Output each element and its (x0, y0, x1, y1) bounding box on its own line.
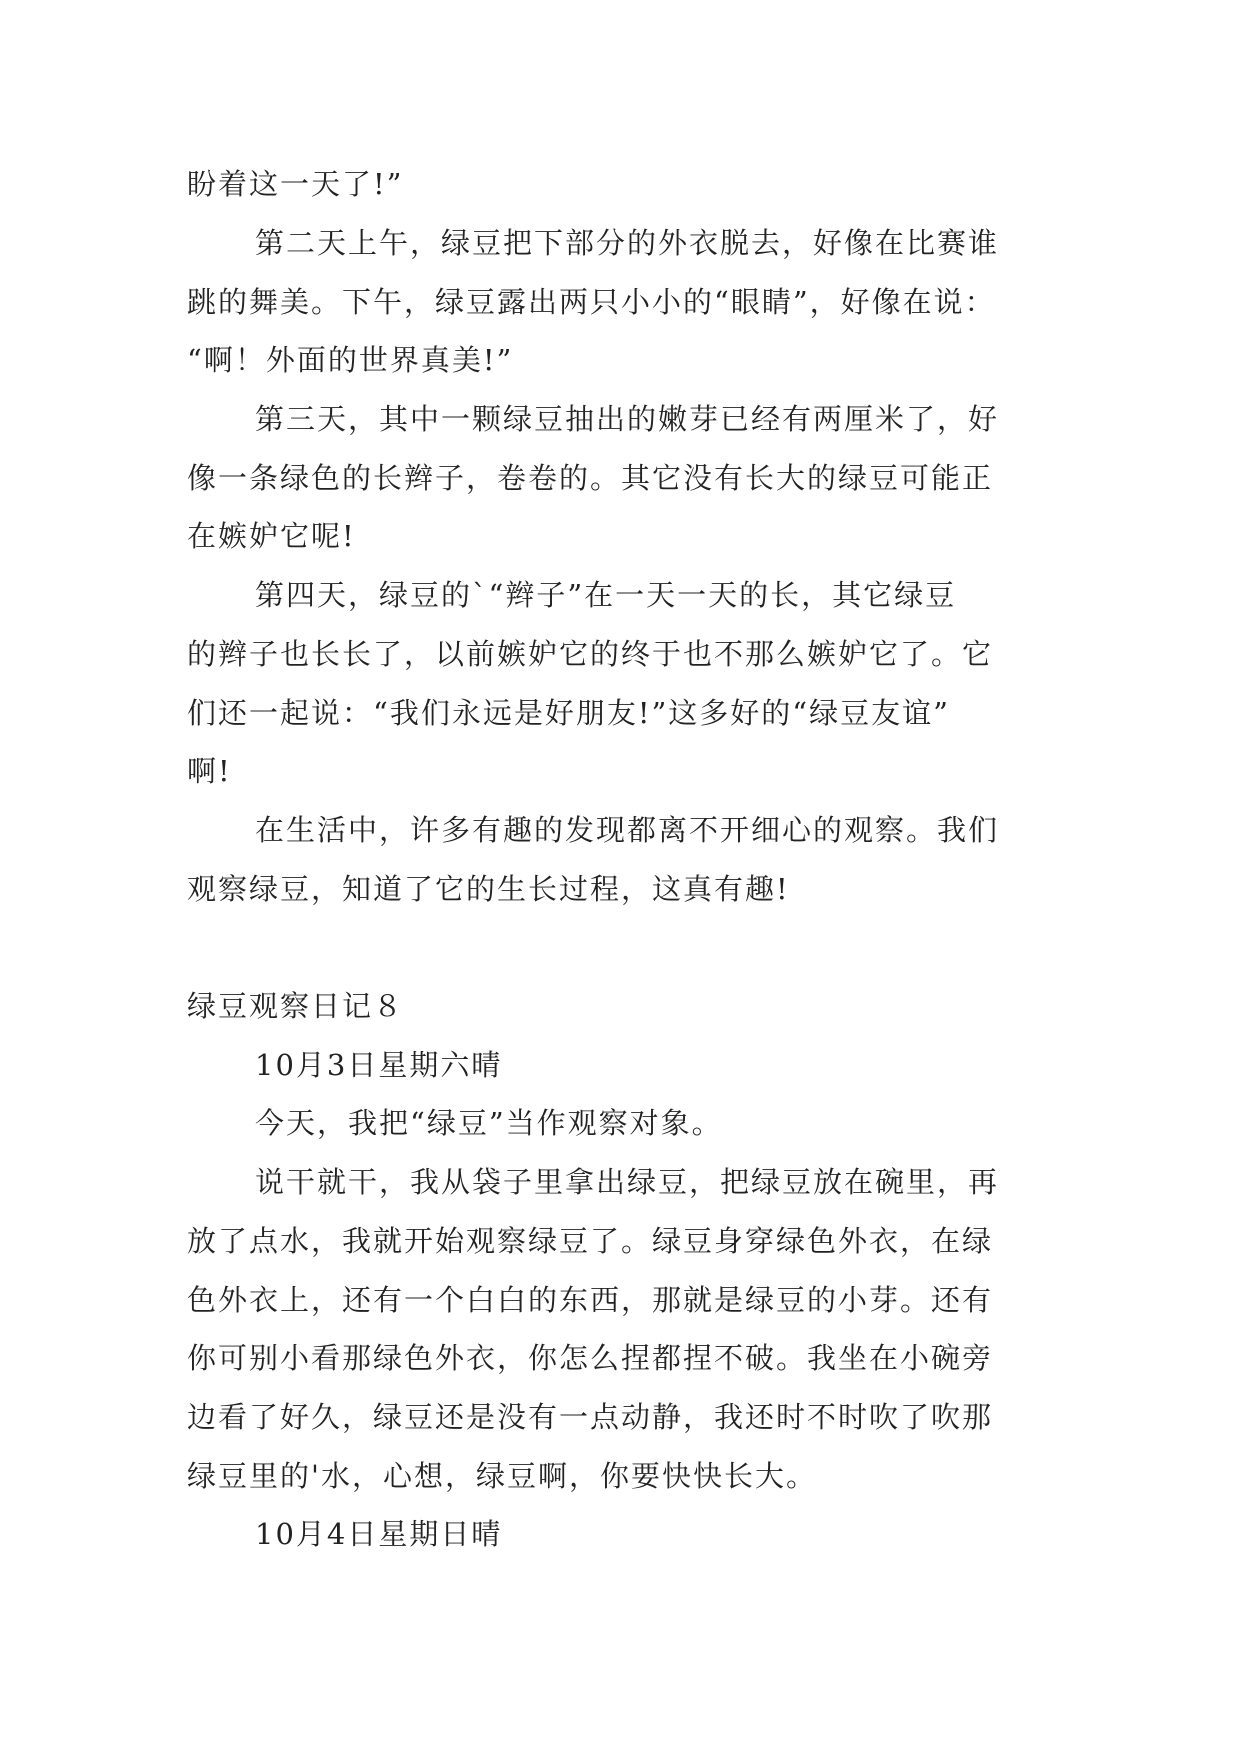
text-line: 色外衣上，还有一个白白的东西，那就是绿豆的小芽。还有 (187, 1283, 994, 1317)
section-heading: 绿豆观察日记８ (187, 989, 405, 1023)
text-line: 盼着这一天了!” (187, 167, 404, 201)
date-line: 10月4日星期日晴 (255, 1517, 503, 1551)
text-line: 像一条绿色的长辫子，卷卷的。其它没有长大的绿豆可能正 (187, 461, 994, 495)
text-line: 在生活中，许多有趣的发现都离不开细心的观察。我们 (255, 813, 1000, 847)
text-line: 们还一起说：“我们永远是好朋友!”这多好的“绿豆友谊” (187, 696, 950, 730)
text-line: 的辫子也长长了，以前嫉妒它的终于也不那么嫉妒它了。它 (187, 637, 994, 671)
text-line: 跳的舞美。下午，绿豆露出两只小小的“眼睛”，好像在说： (187, 285, 996, 319)
text-line: “啊！外面的世界真美!” (187, 343, 514, 377)
text-line: 说干就干，我从袋子里拿出绿豆，把绿豆放在碗里，再 (255, 1165, 1000, 1199)
text-line: 第二天上午，绿豆把下部分的外衣脱去，好像在比赛谁 (255, 226, 1000, 260)
text-line: 你可别小看那绿色外衣，你怎么捏都捏不破。我坐在小碗旁 (187, 1341, 994, 1375)
text-line: 边看了好久，绿豆还是没有一点动静，我还时不时吹了吹那 (187, 1400, 994, 1434)
text-line: 第四天，绿豆的`“辫子”在一天一天的长，其它绿豆 (255, 578, 957, 612)
text-line: 放了点水，我就开始观察绿豆了。绿豆身穿绿色外衣，在绿 (187, 1224, 994, 1258)
text-line: 啊! (187, 754, 232, 788)
text-line: 绿豆里的'水，心想，绿豆啊，你要快快长大。 (187, 1459, 817, 1493)
text-line: 第三天，其中一颗绿豆抽出的嫩芽已经有两厘米了，好 (255, 402, 1000, 436)
text-line: 在嫉妒它呢! (187, 519, 356, 553)
date-line: 10月3日星期六晴 (255, 1048, 503, 1082)
text-line: 观察绿豆，知道了它的生长过程，这真有趣! (187, 872, 790, 906)
text-line: 今天，我把“绿豆”当作观察对象。 (255, 1106, 723, 1140)
